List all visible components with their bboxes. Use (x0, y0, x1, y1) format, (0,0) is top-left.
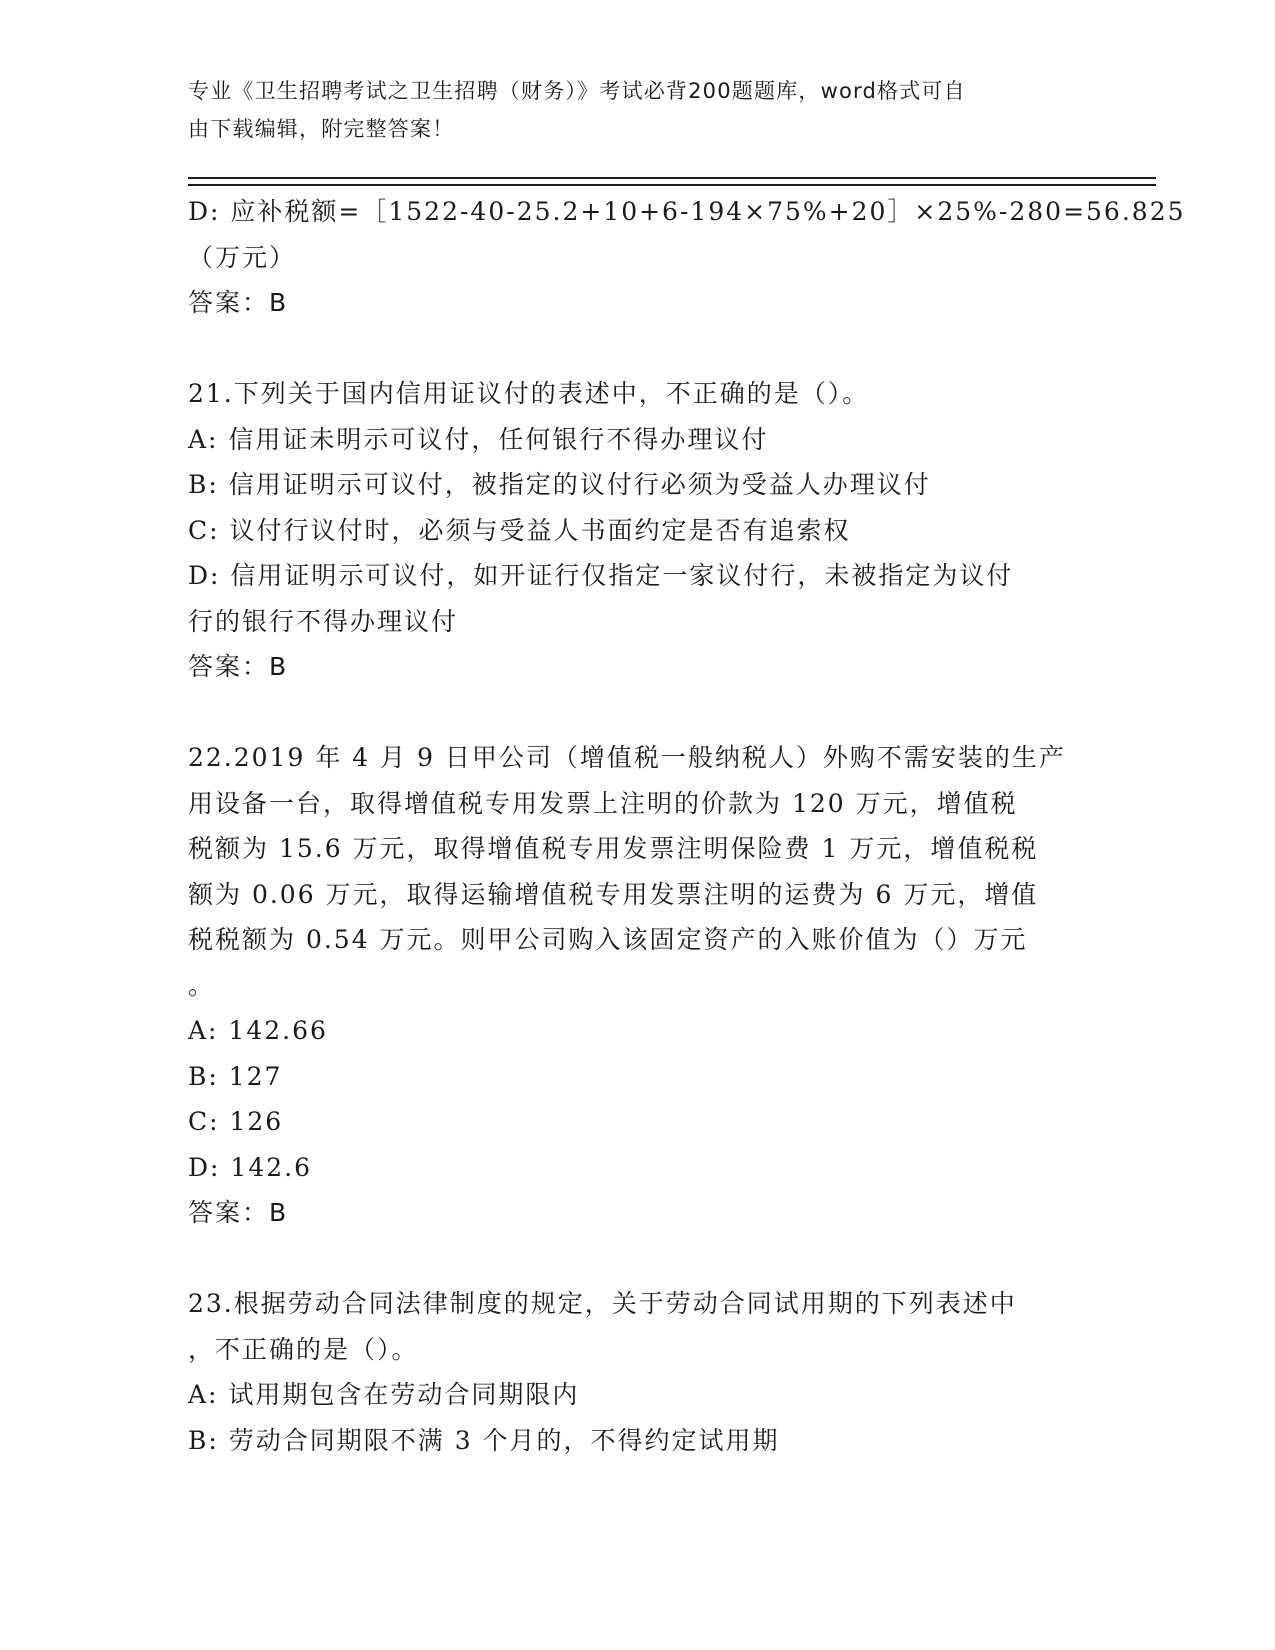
question-21 (188, 371, 1088, 690)
previous-question-tail (188, 189, 1186, 326)
option-c: C: 议付行议付时，必须与受益人书面约定是否有追索权 (188, 515, 851, 545)
option-d: D: 142.6 (188, 1152, 312, 1182)
spacer (188, 690, 1088, 736)
document-header (188, 72, 1068, 148)
question-stem: ，不正确的是（）。 (188, 1334, 419, 1364)
header-line: 由下载编辑，附完整答案！ (188, 117, 455, 141)
option-a: A: 试用期包含在劳动合同期限内 (188, 1380, 580, 1409)
spacer (188, 1236, 1088, 1282)
question-stem: 额为 0.06 万元，取得运输增值税专用发票注明的运费为 6 万元，增值 (188, 879, 1039, 909)
answer-line: 答案：B (188, 1198, 289, 1227)
option-a: A: 信用证未明示可议付，任何银行不得办理议付 (188, 424, 769, 454)
question-23 (188, 1281, 1088, 1463)
question-stem: 税额为 15.6 万元，取得增值税专用发票注明保险费 1 万元，增值税税 (188, 834, 1039, 863)
header-rule-top (188, 177, 1156, 179)
option-d: D: 信用证明示可议付，如开证行仅指定一家议付行，未被指定为议付 (188, 561, 1014, 590)
option-d-continued: 行的银行不得办理议付 (188, 606, 459, 636)
question-stem: 税税额为 0.54 万元。则甲公司购入该固定资产的入账价值为（）万元 (188, 925, 1028, 954)
question-stem: 用设备一台，取得增值税专用发票上注明的价款为 120 万元，增值税 (188, 788, 1018, 818)
option-b: B: 信用证明示可议付，被指定的议付行必须为受益人办理议付 (188, 470, 931, 499)
header-rule-bottom (188, 184, 1156, 186)
document-body (188, 189, 1186, 1463)
option-d-line: D: 应补税额=［1522-40-25.2+10+6-194×75%+20］×25%-280=56.825 (188, 197, 1186, 226)
question-22 (188, 735, 1088, 1236)
option-b: B: 127 (188, 1061, 283, 1091)
question-stem: 23.根据劳动合同法律制度的规定，关于劳动合同试用期的下列表述中 (188, 1289, 1017, 1318)
option-c: C: 126 (188, 1107, 284, 1136)
option-b: B: 劳动合同期限不满 3 个月的，不得约定试用期 (188, 1425, 780, 1455)
option-d-line: （万元） (188, 242, 297, 272)
question-stem: 22.2019 年 4 月 9 日甲公司（增值税一般纳税人）外购不需安装的生产 (188, 743, 1066, 772)
option-a: A: 142.66 (188, 1016, 328, 1045)
answer-line: 答案：B (188, 652, 289, 681)
header-line: 专业《卫生招聘考试之卫生招聘（财务）》考试必背200题题库，word格式可自 (188, 79, 966, 103)
answer-line: 答案：B (188, 288, 289, 317)
question-stem: 。 (188, 970, 216, 1000)
question-stem: 21.下列关于国内信用证议付的表述中，不正确的是（）。 (188, 379, 870, 408)
spacer (188, 326, 1088, 372)
